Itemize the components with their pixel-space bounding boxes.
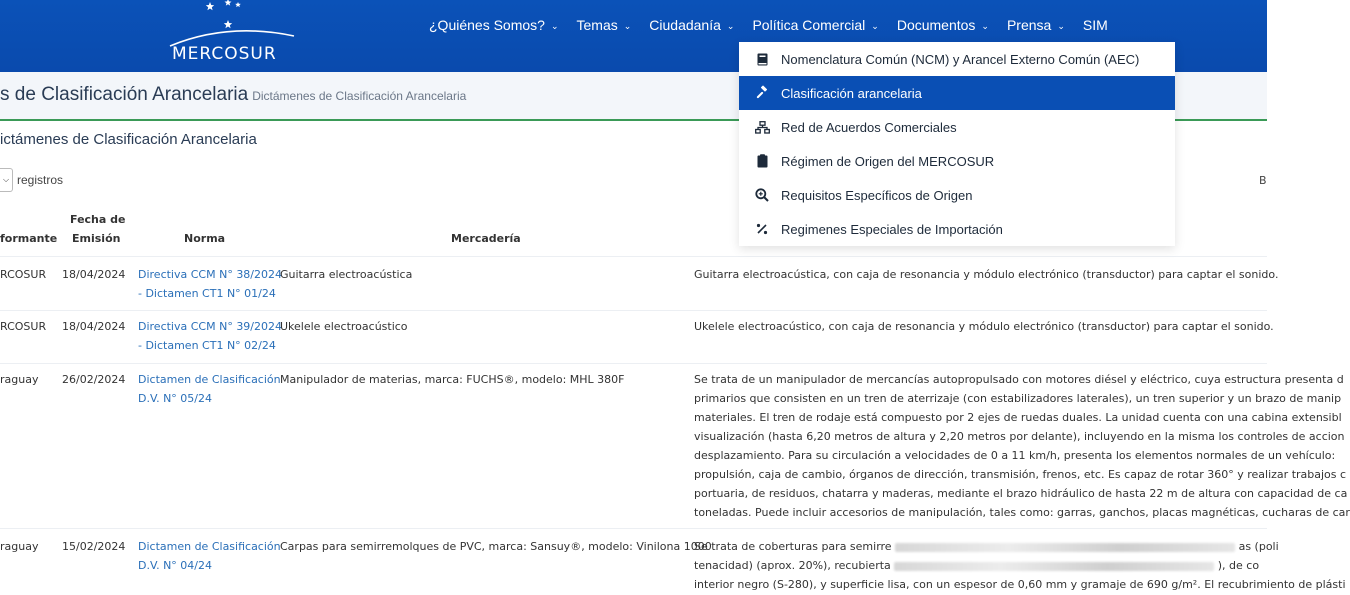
menu-item-red-acuerdos[interactable] bbox=[739, 110, 1175, 144]
logo-wordmark: MERCOSUR bbox=[172, 44, 277, 64]
cell-fecha: 26/02/2024 bbox=[62, 373, 126, 386]
mercosur-logo[interactable] bbox=[160, 0, 300, 72]
cell-informante: RCOSUR bbox=[0, 320, 47, 333]
clipboard-icon bbox=[753, 154, 771, 168]
page-title-text: s de Clasificación Arancelaria bbox=[0, 84, 249, 105]
nav-label: Ciudadanía bbox=[649, 17, 721, 33]
chevron-down-icon: ⌄ bbox=[726, 20, 735, 31]
cell-descripcion-line bbox=[694, 537, 1314, 556]
cell-fecha: 18/04/2024 bbox=[62, 268, 126, 281]
nav-temas[interactable] bbox=[568, 0, 641, 50]
menu-item-nomenclatura[interactable] bbox=[739, 42, 1175, 76]
politica-comercial-dropdown bbox=[739, 42, 1175, 246]
menu-item-label: Requisitos Específicos de Origen bbox=[781, 187, 973, 203]
cell-descripcion-line: interior negro (S-280), y superficie lisa, con un espesor de 0,60 mm y gramaje de 690 g/m². El recubrimiento de plásti bbox=[694, 578, 1346, 591]
cell-informante: raguay bbox=[0, 540, 39, 553]
menu-item-regimenes-especiales[interactable] bbox=[739, 212, 1175, 246]
nav-label: Política Comercial bbox=[752, 17, 866, 33]
chevron-down-icon: ⌄ bbox=[871, 20, 879, 31]
menu-item-label: Clasificación arancelaria bbox=[781, 85, 922, 101]
menu-item-regimen-origen[interactable] bbox=[739, 144, 1175, 178]
cell-descripcion-line: visualización (hasta 6,20 metros de altura y 2,20 metros por delante), incluyendo en la misma los controles de accion bbox=[694, 430, 1345, 443]
descripcion-text: tenacidad) (aprox. 20%), recubierta bbox=[694, 559, 891, 572]
cell-descripcion: Ukelele electroacústico, con caja de resonancia y módulo electrónico (transductor) para captar el sonido. bbox=[694, 320, 1274, 333]
menu-item-clasificacion[interactable] bbox=[739, 76, 1175, 110]
row-divider bbox=[0, 528, 1267, 529]
row-divider bbox=[0, 310, 1267, 311]
table-length-control bbox=[0, 168, 63, 192]
nav-quienes-somos[interactable] bbox=[420, 0, 568, 50]
norma-link[interactable]: D.V. N° 05/24 bbox=[138, 392, 212, 405]
book-icon bbox=[753, 52, 771, 66]
cell-mercaderia: Manipulador de materias, marca: FUCHS®, modelo: MHL 380F bbox=[280, 373, 625, 386]
records-per-page-select[interactable] bbox=[0, 168, 13, 192]
norma-link[interactable]: Dictamen de Clasificación bbox=[138, 373, 281, 386]
cell-descripcion-line: primarios que consisten en un tren de aterrizaje (con estabilizadores laterales), un tren superior y un brazo de manip bbox=[694, 392, 1342, 405]
cell-descripcion-line: propulsión, caja de cambio, órganos de dirección, transmisión, frenos, etc. Es capaz de rotar 360° y realizar trabajos c bbox=[694, 468, 1347, 481]
cell-descripcion-line: Se trata de un manipulador de mercancías autopropulsado con motores diésel y eléctrico, cuya estructura presenta d bbox=[694, 373, 1344, 386]
gavel-icon bbox=[753, 86, 771, 100]
descripcion-tail: as (poli bbox=[1238, 540, 1279, 553]
cell-descripcion-line: materiales. El tren de rodaje está compuesto por 2 ejes de ruedas duales. La unidad cuenta con una cabina extensibl bbox=[694, 411, 1342, 424]
cell-fecha: 18/04/2024 bbox=[62, 320, 126, 333]
menu-item-label: Red de Acuerdos Comerciales bbox=[781, 119, 957, 135]
cell-mercaderia: Carpas para semirremolques de PVC, marca: Sansuy®, modelo: Vinilona 1000 bbox=[280, 540, 712, 553]
chevron-down-icon: ⌄ bbox=[1057, 20, 1065, 31]
norma-link[interactable]: Directiva CCM N° 38/2024 bbox=[138, 268, 283, 281]
cell-descripcion-line: portuaria, de residuos, chatarra y maderas, mediante el brazo hidráulico de hasta 22 m de altura con capacidad de ca bbox=[694, 487, 1348, 500]
menu-item-label: Regimenes Especiales de Importación bbox=[781, 221, 1003, 237]
section-subtitle: ictámenes de Clasificación Arancelaria bbox=[0, 131, 257, 148]
row-divider bbox=[0, 363, 1267, 364]
cell-informante: raguay bbox=[0, 373, 39, 386]
norma-link[interactable]: Dictamen de Clasificación bbox=[138, 540, 281, 553]
col-header-fecha-line2[interactable]: Emisión bbox=[72, 232, 121, 245]
col-header-fecha-line1[interactable]: Fecha de bbox=[70, 213, 126, 226]
chevron-down-icon: ⌄ bbox=[623, 20, 632, 31]
menu-item-requisitos[interactable] bbox=[739, 178, 1175, 212]
cell-mercaderia: Ukelele electroacústico bbox=[280, 320, 408, 333]
chevron-down-icon: ⌄ bbox=[981, 20, 989, 31]
cell-descripcion-line bbox=[694, 556, 1314, 575]
chevron-down-icon: ⌵ bbox=[2, 175, 10, 184]
redacted-text bbox=[894, 562, 1214, 571]
page-title bbox=[0, 84, 466, 106]
sitemap-icon bbox=[753, 120, 771, 134]
nav-label: SIM bbox=[1082, 17, 1108, 33]
chevron-down-icon: ⌄ bbox=[550, 20, 559, 31]
percent-icon bbox=[753, 222, 771, 236]
cell-descripcion-line: desplazamiento. Para su circulación a velocidades de 0 a 11 km/h, presenta los elementos normales de un vehículo: bbox=[694, 449, 1336, 462]
col-header-norma[interactable]: Norma bbox=[184, 232, 226, 245]
cell-informante: RCOSUR bbox=[0, 268, 47, 281]
menu-item-label: Régimen de Origen del MERCOSUR bbox=[781, 153, 995, 169]
search-label: B bbox=[1259, 174, 1267, 187]
search-plus-icon bbox=[753, 188, 771, 202]
nav-label: ¿Quiénes Somos? bbox=[429, 17, 545, 33]
records-label: registros bbox=[17, 173, 64, 187]
menu-item-label: Nomenclatura Común (NCM) y Arancel Externo Común (AEC) bbox=[781, 51, 1140, 67]
descripcion-text: Se trata de coberturas para semirre bbox=[694, 540, 892, 553]
descripcion-tail: ), de co bbox=[1217, 559, 1260, 572]
nav-ciudadania[interactable] bbox=[640, 0, 743, 50]
col-header-informante[interactable]: formante bbox=[0, 232, 58, 245]
cell-fecha: 15/02/2024 bbox=[62, 540, 126, 553]
nav-label: Documentos bbox=[896, 17, 976, 33]
col-header-mercaderia[interactable]: Mercadería bbox=[451, 232, 521, 245]
norma-link[interactable]: - Dictamen CT1 N° 02/24 bbox=[138, 339, 276, 352]
norma-link[interactable]: - Dictamen CT1 N° 01/24 bbox=[138, 287, 276, 300]
row-divider bbox=[0, 256, 1267, 257]
norma-link[interactable]: Directiva CCM N° 39/2024 bbox=[138, 320, 283, 333]
nav-label: Prensa bbox=[1006, 17, 1052, 33]
cell-mercaderia: Guitarra electroacústica bbox=[280, 268, 413, 281]
cell-descripcion: Guitarra electroacústica, con caja de resonancia y módulo electrónico (transductor) para captar el sonido. bbox=[694, 268, 1279, 281]
cell-descripcion-line: toneladas. Puede incluir accesorios de manipulación, tales como: garras, ganchos, placas magnéticas, cucharas de car bbox=[694, 506, 1350, 519]
norma-link[interactable]: D.V. N° 04/24 bbox=[138, 559, 212, 572]
redacted-text bbox=[895, 543, 1235, 552]
nav-label: Temas bbox=[576, 17, 618, 33]
breadcrumb: Dictámenes de Clasificación Arancelaria bbox=[252, 89, 467, 103]
